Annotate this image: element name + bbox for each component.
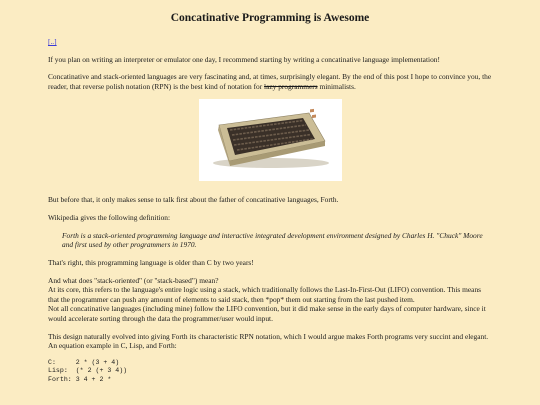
intro-paragraph: If you plan on writing an interpreter or emulator one day, I recommend starting by writing a concatinative language implementation! (48, 54, 440, 64)
example-intro: An equation example in C, Lisp, and Forth: (48, 341, 177, 351)
code-line-c: C: 2 * (3 + 4) (48, 358, 120, 366)
thesis-text: Concatinative and stack-oriented languages are very fascinating and, at times, surprisingly elegant. By the end of this post I hope to convince you, the reader, that reverse polish notation (RPN) is the best kind of notation for (48, 72, 492, 91)
lifo-note: Not all concatinative languages (including mine) follow the LIFO convention, but it did make sense in the early days of computer hardware, since it would accelerate sorting through the data the programmer/user would input. (48, 304, 486, 324)
page-title: Concatinative Programming is Awesome (170, 12, 370, 24)
definition-intro: Wikipedia gives the following definition: (48, 213, 171, 223)
code-block (48, 359, 492, 384)
back-link-row (48, 37, 492, 47)
forth-intro-paragraph: But before that, it only makes sense to talk first about the father of concatinative languages, Forth. (48, 195, 339, 205)
article (48, 0, 492, 384)
code-line-forth: Forth: 3 4 + 2 * (48, 375, 112, 383)
stack-explanation: At its core, this refers to the language's entire logic using a stack, which traditionally follows the Last-In-First-Out (LIFO) convention. This means that the programmer can push any amount of elements to said stack, then *pop* them out starting from the last pushed item. (48, 285, 482, 304)
thesis-ending: minimalists. (317, 81, 356, 91)
stack-oriented-paragraph (48, 276, 492, 324)
computer-keyboard-image (199, 99, 342, 181)
thesis-paragraph (48, 72, 492, 91)
rpn-text: This design naturally evolved into giving Forth its characteristic RPN notation, which I would argue makes Forth programs very succint and elegant. (48, 331, 489, 341)
code-line-lisp: Lisp: (* 2 (+ 3 4)) (48, 367, 128, 375)
back-link[interactable]: [..] (48, 36, 57, 46)
figure (48, 99, 492, 181)
age-paragraph: That's right, this programming language is older than C by two years! (48, 257, 254, 267)
stack-question: And what does "stack-oriented" (or "stack-based") mean? (48, 275, 219, 285)
wikipedia-quote: Forth is a stack-oriented programming language and interactive integrated development environment designed by Charles H. "Chuck" Moore and first used by other programmers in 1970. (62, 230, 483, 250)
strikethrough-text: lazy programmers (264, 81, 318, 91)
rpn-paragraph (48, 332, 492, 351)
